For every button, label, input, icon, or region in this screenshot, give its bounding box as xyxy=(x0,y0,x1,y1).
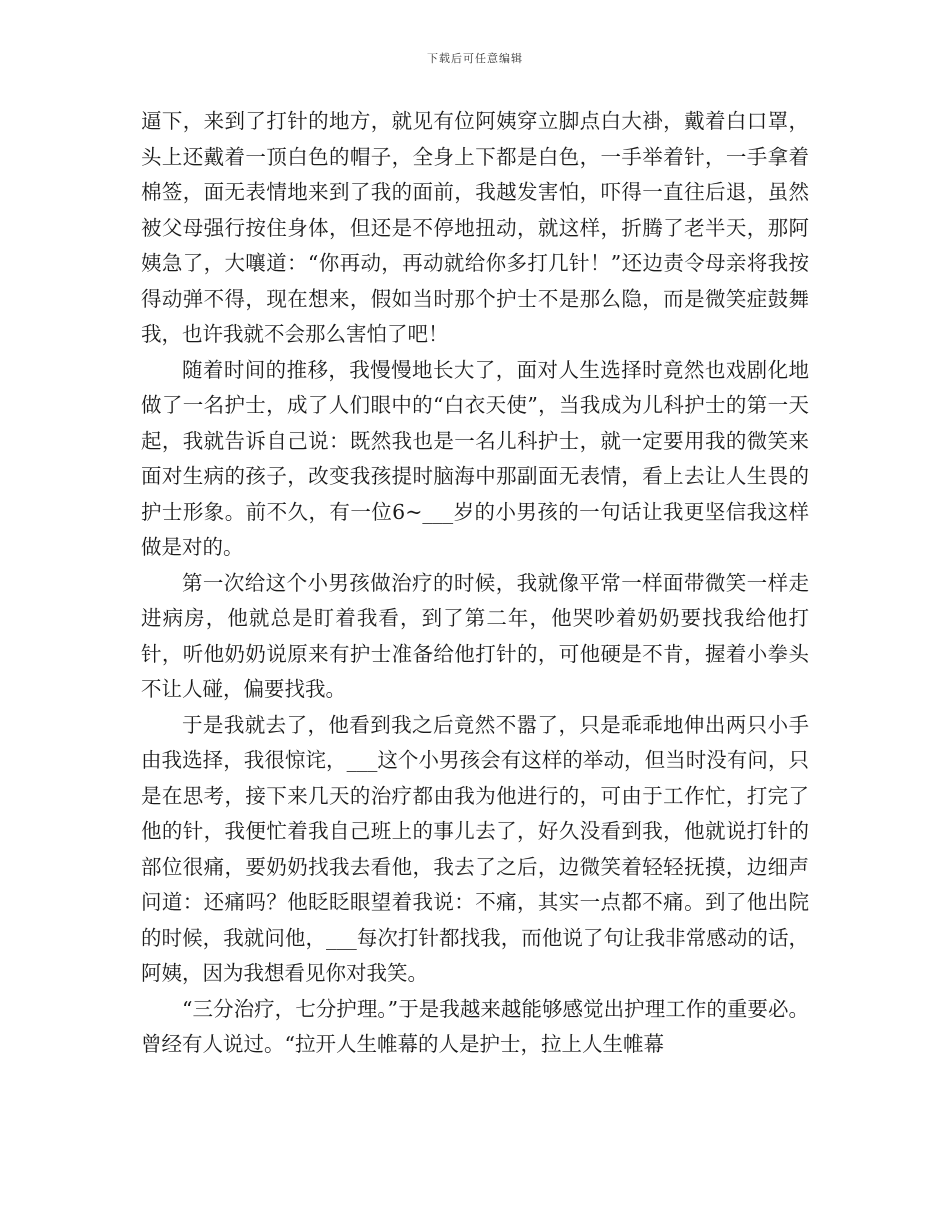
paragraph-5: “三分治疗，七分护理。”于是我越来越能够感觉出护理工作的重要必。曾经有人说过。“拉开人生帷幕的人是护士，拉上人生帷幕 xyxy=(141,996,809,1056)
paragraph-4: 于是我就去了，他看到我之后竟然不嚣了，只是乖乖地伸出两只小手由我选择，我很惊诧，___这个小男孩会有这样的举动，但当时没有问，只是在思考，接下来几天的治疗都由我为他进行的，可由于工作忙，打完了他的针，我便忙着我自己班上的事儿去了，好久没看到我，他就说打针的部位很痛，要奶奶找我去看他，我去了之后，边微笑着轻轻抚摸，边细声问道：还痛吗？他眨眨眼望着我说：不痛，其实一点都不痛。到了他出院的时候，我就问他，___每次打针都找我，而他说了句让我非常感动的话，阿姨，因为我想看见你对我笑。 xyxy=(141,712,809,985)
document-body xyxy=(141,104,809,1063)
paragraph-2: 随着时间的推移，我慢慢地长大了，面对人生选择时竟然也戏剧化地做了一名护士，成了人们眼中的“白衣天使”，当我成为儿科护士的第一天起，我就告诉自己说：既然我也是一名儿科护士，就一定要用我的微笑来面对生病的孩子，改变我孩提时脑海中那副面无表情，看上去让人生畏的护士形象。前不久，有一位6~___岁的小男孩的一句话让我更坚信我这样做是对的。 xyxy=(141,357,809,559)
page-header: 下载后可任意编辑 xyxy=(427,52,523,65)
paragraph-1: 逼下，来到了打针的地方，就见有位阿姨穿立脚点白大褂，戴着白口罩，头上还戴着一顶白色的帽子，全身上下都是白色，一手举着针，一手拿着棉签，面无表情地来到了我的面前，我越发害怕，吓得一直往后退，虽然被父母强行按住身体，但还是不停地扭动，就这样，折腾了老半天，那阿姨急了，大嚷道：“你再动，再动就给你多打几针！”还边责令母亲将我按得动弹不得，现在想来，假如当时那个护士不是那么隐，而是微笑症鼓舞我，也许我就不会那么害怕了吧！ xyxy=(141,109,809,346)
paragraph-3: 第一次给这个小男孩做治疗的时候，我就像平常一样面带微笑一样走进病房，他就总是盯着我看，到了第二年，他哭吵着奶奶要找我给他打针，听他奶奶说原来有护士准备给他打针的，可他硬是不肯，握着小拳头不让人碰，偏要找我。 xyxy=(141,570,809,701)
